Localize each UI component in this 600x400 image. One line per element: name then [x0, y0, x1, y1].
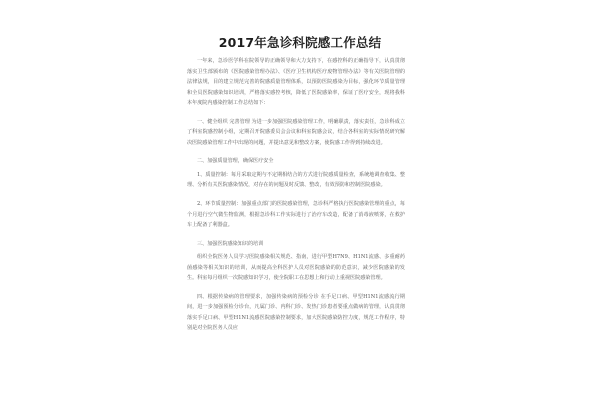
section-1-paragraph: 一、健全组织 完善管理 为进一步加强医院感染管理工作，明确职责，落实责任，急诊科成立了科室院感控制小组，定期召开院感委员会会议和科室院感会议，结合各科室的实际情况研究解决医院感染管理工作中出现的问题，并提出意见和整改方案，使院感工作得到持续改进。: [187, 118, 405, 146]
section-2-heading: 二、加强质量管理，确保医疗安全: [197, 158, 274, 165]
document-title: 2017年急诊科院感工作总结: [218, 35, 382, 50]
intro-paragraph: 一年来，急诊医学科在院领导的正确领导和大力支持下，在感控科的正确指导下，认真贯彻落实卫生部颁布的《医院感染管理办法》、《医疗卫生机构医疗废物管理办法》等有关医院管理的法律法规，目的建立规范完善的院感质量管理体系，以预防医院感染为目标，强化环节质量管理和全员医院感染知识培训，严格落实感控考核，降低了医院感染率，保证了医疗安全，现将我科本年度院内感染控制工作总结如下：: [187, 58, 405, 107]
section-3-heading: 三、加强医院感染知识的培训: [197, 240, 264, 247]
section-2-item-2: 2、环节质量控制：加强重点部门的医院感染管理，急诊科严格执行医院感染管理的重点，每个月进行空气微生物监测，根据急诊科工作实际进行了治疗车改造，配备了消毒液喷雾，在救护车上配备了利器盒。: [187, 201, 405, 229]
document-body: [187, 56, 405, 334]
section-3-paragraph: 组织全院医务人员学习医院感染相关规范、指南，进行甲型H7N9、H1N1流感、多重耐药菌感染等相关知识的培训，从而提高全科医护人员对医院感染的防范意识，减少医院感染的发生。科室每月组织一次院感知识学习，使全院职工在思想上和行动上重视医院感染管理。: [187, 254, 405, 282]
section-2-item-1: 1、质量控制：每月采取定期与不定期相结合的方式进行院感质量检查，系统地调查收集、整理、分析有关医院感染情况，对存在的问题及时反馈、整改，有效预防和控制医院感染。: [187, 171, 405, 189]
section-4-paragraph: 四、根据传染病的管理要求，加强传染病的预检分诊 在手足口病、甲型H1N1流感流行期间，进一步加强预检分诊台，凡属门诊、内科门诊、发热门诊患者要重点做病的管理，认真贯彻落实手足口病、甲型H1N1流感医院感染控制要求，加大医院感染防控力度，规范工作程序，特别是对全院医务人员应: [187, 293, 405, 332]
